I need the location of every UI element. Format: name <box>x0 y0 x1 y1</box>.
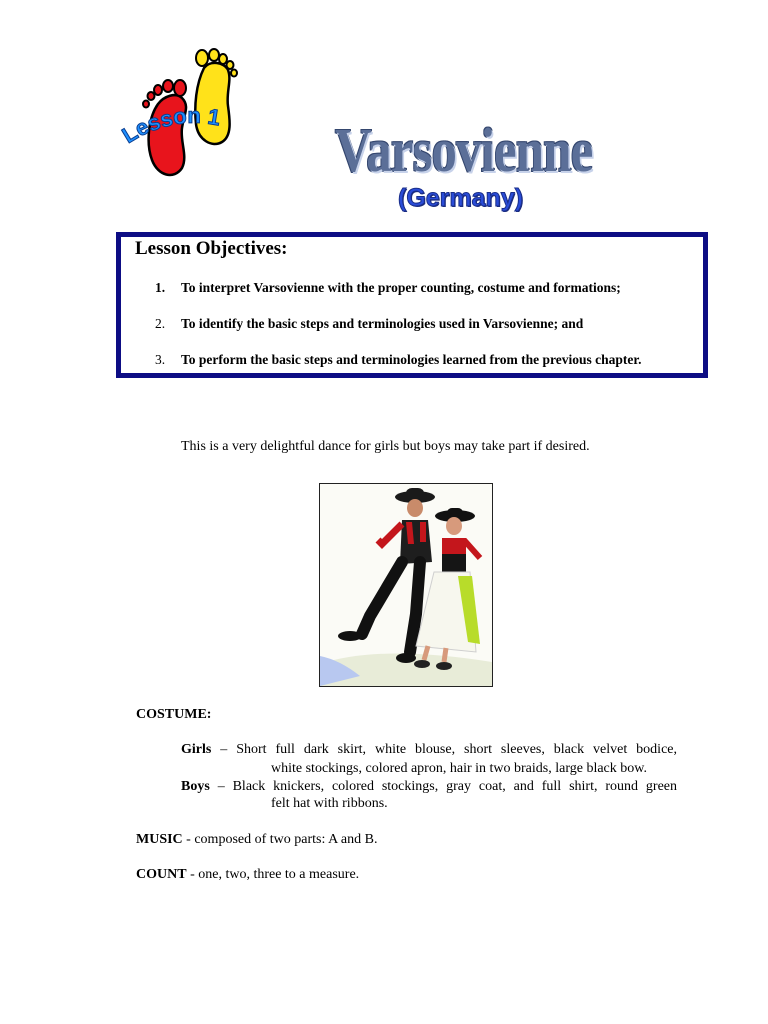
count-text: - one, two, three to a measure. <box>186 867 360 882</box>
costume-girls <box>181 741 677 759</box>
count-line <box>136 867 359 883</box>
objective-number: 1. <box>155 280 166 295</box>
objective-item <box>155 279 695 296</box>
feet-icon <box>118 44 268 184</box>
boys-description: – Black knickers, colored stockings, gray coat, and full shirt, round green <box>217 779 677 794</box>
objective-text: To perform the basic steps and terminologies learned from the previous chapter. <box>181 352 642 367</box>
costume-boys <box>181 778 677 796</box>
objective-text: To identify the basic steps and terminologies used in Varsovienne; and <box>181 316 584 331</box>
page-subtitle: (Germany) <box>398 184 524 212</box>
dancers-image <box>320 484 492 686</box>
lesson-logo <box>118 44 268 184</box>
page-title: Varsovienne <box>335 117 593 185</box>
music-line <box>136 832 377 848</box>
lesson-logo-text: Lesson 1 <box>118 102 223 149</box>
objectives-heading: Lesson Objectives: <box>135 238 288 259</box>
girls-label: Girls <box>181 742 212 757</box>
girls-description-cont: white stockings, colored apron, hair in two braids, large black bow. <box>271 761 647 776</box>
music-text: - composed of two parts: A and B. <box>182 832 378 847</box>
dancers-photo <box>319 483 493 687</box>
music-label: MUSIC <box>136 832 183 847</box>
intro-paragraph: This is a very delightful dance for girls but boys may take part if desired. <box>181 439 590 454</box>
costume-heading: COSTUME: <box>136 707 212 722</box>
objective-item <box>155 351 695 368</box>
girls-description: – Short full dark skirt, white blouse, short sleeves, black velvet bodice, <box>220 742 677 757</box>
count-label: COUNT <box>136 867 187 882</box>
boys-label: Boys <box>181 779 210 794</box>
objective-text: To interpret Varsovienne with the proper counting, costume and formations; <box>181 280 621 295</box>
objective-number: 3. <box>155 352 166 367</box>
objective-item <box>155 315 695 332</box>
objective-number: 2. <box>155 316 166 331</box>
boys-description-cont: felt hat with ribbons. <box>271 796 388 811</box>
